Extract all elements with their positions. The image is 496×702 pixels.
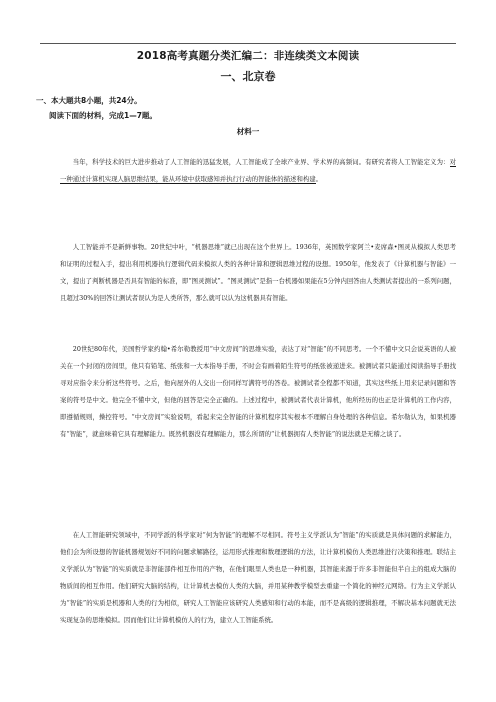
paragraph-1-lead: 当年，科学技术的巨大进步推动了人工智能的迅猛发展，人工智能成了全球产业界、学术界的高频词。有研究者将人工智能定义为： (72, 158, 450, 166)
paragraph-1-end: 。 (315, 174, 323, 183)
question-heading: 一、本大题共8小题，共24分。 (36, 96, 142, 105)
underlined-definition: 对一种通过计算机实现人脑思维结果，能从环境中获取感知并执行行动的智能体的描述和构建 (60, 158, 456, 183)
paragraph-1 (60, 154, 456, 188)
paragraph-4: 在人工智能研究领域中，不同学派的科学家对“何为智能”的理解不尽相同。符号主义学派认为“智能”的实质就是具体问题的求解能力，他们会为所设想的智能机器规划好不同的问题求解路径，运用形式推理和数理逻辑的方法，让计算机模仿人类思维进行决策和推理。联结主义学派认为“智能”的实质就是非智能部件相互作用的产物，在他们眼里人类也是一种机器，其智能来源于许多非智能但半自主的组成大脑的物质间的相互作用。他们研究大脑的结构，让计算机去模仿人类的大脑，并用某种教学模型去重建一个简化的神经元网络。行为主义学派认为“智能”的实质是机器和人类的行为相似，研究人工智能应该研究人类感知和行动的本能，而不是高级的逻辑推理，不解决基本问题就无法实现复杂的思维模拟。因而他们让计算机模仿人的行为，建立人工智能系统。 (60, 531, 456, 624)
paragraph-3: 20世纪80年代，美国哲学家约翰•希尔勒教授用“中文房间”的思维实验，表达了对“智能”的不同思考。一个不懂中文只会说英语的人被关在一个封闭的房间里，他只有铅笔、纸张和一大本指导手册，不时会有画着陌生符号的纸张被递进来。被测试者只能通过阅读指导手册找寻对应指令来分析这些符号。之后，他向屋外的人交出一份同样写满符号的答卷。被测试者全程都不知道，其实这些纸上用来记录问题和答案的符号是中文。他完全不懂中文，但他的回答是完全正确的。上述过程中，被测试者代表计算机，他所经历的也正是计算机的工作内容，即遵循规则，操控符号。“中文房间”实验说明，看起来完全智能的计算机程序其实根本不理解自身处理的各种信息。希尔勒认为，如果机器有“智能”，就意味着它具有理解能力。既然机器没有理解能力，那么所谓的“让机器拥有人类智能”的说法就是无稽之谈了。 (60, 345, 456, 438)
paragraph-2: 人工智能并不是新鲜事物。20世纪中叶，“机器思维”就已出现在这个世界上。1936年，英国数学家阿兰•麦席森•图灵从模拟人类思考和证明的过程入手，提出利用机器执行逻辑代码来模拟人类的各种计算和逻辑思维过程的设想。1950年，他发表了《计算机器与智能》一文，提出了判断机器是否具有智能的标准，即“图灵测试”。“图灵测试”是指一台机器如果能在5分钟内回答由人类测试者提出的一系列问题，且超过30%的回答让测试者误认为是人类所答，那么就可以认为这机器具有智能。 (60, 243, 456, 302)
reading-instruction: 阅读下面的材料，完成1—7题。 (49, 111, 157, 120)
section-heading: 一、北京卷 (220, 70, 276, 83)
material-title: 材料一 (236, 127, 260, 136)
header-rule (40, 43, 456, 44)
document-title: 2018高考真题分类汇编二：非连续类文本阅读 (136, 50, 360, 62)
